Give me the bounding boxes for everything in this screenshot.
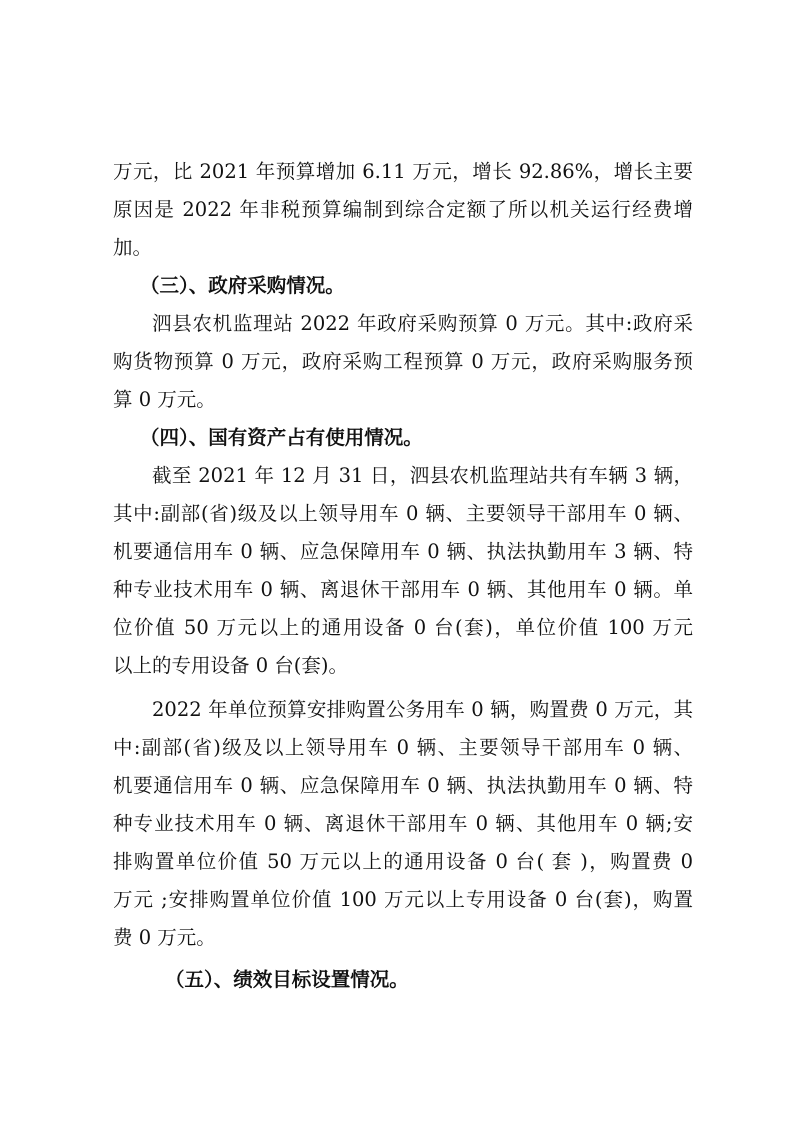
text-line: 加。 bbox=[113, 236, 153, 259]
text-line: 种专业技术用车 0 辆、离退休干部用车 0 辆、其他用车 0 辆;安 bbox=[113, 812, 693, 835]
text-line: 以上的专用设备 0 台(套)。 bbox=[113, 654, 349, 677]
text-line: 购货物预算 0 万元，政府采购工程预算 0 万元，政府采购服务预 bbox=[113, 350, 693, 373]
section-heading: （三）、政府采购情况。 bbox=[140, 274, 345, 297]
text-line: 机要通信用车 0 辆、应急保障用车 0 辆、执法执勤用车 3 辆、特 bbox=[113, 540, 693, 563]
section-heading: （四）、国有资产占有使用情况。 bbox=[140, 426, 423, 449]
text-line: 原因是 2022 年非税预算编制到综合定额了所以机关运行经费增 bbox=[113, 198, 693, 221]
text-line: 位价值 50 万元以上的通用设备 0 台(套)，单位价值 100 万元 bbox=[113, 616, 693, 639]
text-line: 2022 年单位预算安排购置公务用车 0 辆，购置费 0 万元，其 bbox=[152, 698, 693, 721]
text-line: 算 0 万元。 bbox=[113, 388, 216, 411]
text-line: 其中:副部(省)级及以上领导用车 0 辆、主要领导干部用车 0 辆、 bbox=[113, 502, 693, 525]
text-line: 排购置单位价值 50 万元以上的通用设备 0 台( 套 )，购置费 0 bbox=[113, 850, 693, 873]
section-heading: （五）、绩效目标设置情况。 bbox=[165, 968, 409, 991]
text-line: 万元 ;安排购置单位价值 100 万元以上专用设备 0 台(套)，购置 bbox=[113, 888, 693, 911]
text-line: 截至 2021 年 12 月 31 日，泗县农机监理站共有车辆 3 辆， bbox=[152, 464, 693, 487]
text-line: 机要通信用车 0 辆、应急保障用车 0 辆、执法执勤用车 0 辆、特 bbox=[113, 774, 693, 797]
text-line: 万元，比 2021 年预算增加 6.11 万元，增长 92.86%，增长主要 bbox=[113, 160, 693, 183]
text-line: 种专业技术用车 0 辆、离退休干部用车 0 辆、其他用车 0 辆。单 bbox=[113, 578, 693, 601]
text-line: 费 0 万元。 bbox=[113, 926, 216, 949]
text-line: 泗县农机监理站 2022 年政府采购预算 0 万元。其中:政府采 bbox=[152, 312, 693, 335]
text-line: 中:副部(省)级及以上领导用车 0 辆、主要领导干部用车 0 辆、 bbox=[113, 736, 693, 759]
